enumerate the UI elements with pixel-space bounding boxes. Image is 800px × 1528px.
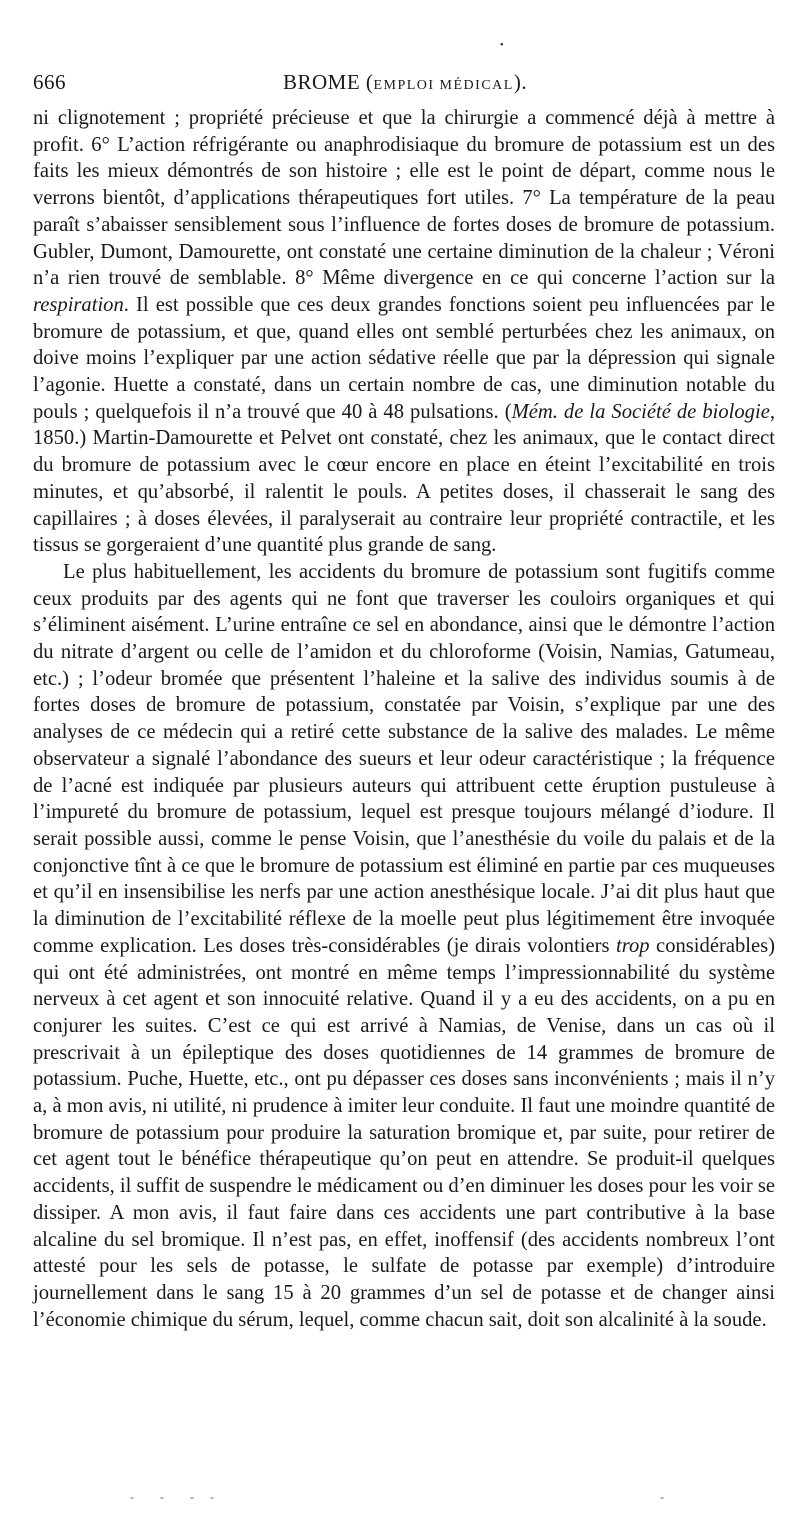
print-mark: - [130, 1490, 134, 1504]
italic-text: Mém. de la Société de biologie [511, 400, 770, 423]
italic-text: respiration [33, 293, 124, 316]
print-speck: • [500, 40, 504, 51]
text-run: Le plus habituellement, les accidents du bromure de potassium sont fugitifs comme ceux produits par des agents qui ne font que traverser les couloirs organiques et qui s’éliminent aisément. L’urine entraîne ce sel en abondance, ainsi que le démontre l’action du nitrate d’argent ou celle de l’amidon et du chloroforme (Voisin, Namias, Gatumeau, etc.) ; l’odeur bromée que présentent l’haleine et la salive des individus soumis à de fortes doses de bromure de potassium, constatée par Voisin, s’explique par une des analyses de ce médecin qui a retiré cette substance de la salive des malades. Le même observateur a signalé l’abondance des sueurs et leur odeur caractéristique ; la fréquence de l’acné est indiquée par plusieurs auteurs qui attribuent cette éruption pustuleuse à l’impureté du bromure de potassium, lequel est presque toujours mélangé d’iodure. Il serait possible aussi, comme le pense Voisin, que l’anesthésie du voile du palais et de la conjonctive tînt à ce que le bromure de potassium est éliminé en partie par ces muqueuses et qu’il en insensibilise les nerfs par une action anesthésique locale. J’ai dit plus haut que la diminution de l’excitabilité réflexe de la moelle peut plus légitimement être invoquée comme explication. Les doses très-considérables (je dirais volontiers [33, 560, 775, 957]
print-mark: - [660, 1490, 664, 1504]
print-mark: - [210, 1490, 214, 1504]
paragraph [33, 105, 775, 559]
text-run: . Il est possible que ces deux grandes fonctions soient peu influencées par le bromure de potassium, et que, quand elles ont semblé perturbées chez les animaux, on doive moins l’expliquer par une action sédative réelle que par la dépression qui signale l’agonie. Huette a constaté, dans un certain nombre de cas, une diminution notable du pouls ; quelquefois il n’a trouvé que 40 à 48 pulsations. ( [33, 293, 775, 423]
text-run: ni clignotement ; propriété précieuse et que la chirurgie a commencé déjà à mettre à profit. 6° L’action réfrigérante ou anaphrodisiaque du bromure de potassium est un des faits les mieux démontrés de son histoire ; elle est le point de départ, comme nous le verrons bientôt, d’applications thérapeutiques fort utiles. 7° La température de la peau paraît s’abaisser sensiblement sous l’influence de fortes doses de bromure de potassium. Gubler, Dumont, Damourette, ont constaté une certaine diminution de la chaleur ; Véroni n’a rien trouvé de semblable. 8° Même divergence en ce qui concerne l’action sur la [33, 107, 775, 290]
running-header [33, 70, 773, 100]
body-text [33, 105, 775, 1333]
print-mark: - [190, 1490, 194, 1504]
page-number: 666 [33, 70, 66, 94]
italic-text: trop [616, 934, 650, 957]
paragraph [33, 559, 775, 1333]
running-title [283, 70, 527, 95]
text-run: , 1850.) Martin-Damourette et Pelvet ont constaté, chez les animaux, que le contact direct du bromure de potassium avec le cœur encore en place en éteint l’excitabilité en trois minutes, et qu’absorbé, il ralentit le pouls. A petites doses, il chasserait le sang des capillaires ; à doses élevées, il paralyserait au contraire leur propriété contractile, et les tissus se gorgeraient d’une quantité plus grande de sang. [33, 400, 775, 557]
footer-print-marks [0, 1490, 800, 1510]
running-title-main: BROME ( [283, 70, 374, 94]
text-run: considérables) qui ont été administrées, ont montré en même temps l’impressionnabilité du système nerveux à cet agent et son innocuité relative. Quand il y a eu des accidents, on a pu en conjurer les suites. C’est ce qui est arrivé à Namias, de Venise, dans un cas où il prescrivait à un épileptique des doses quotidiennes de 14 grammes de bromure de potassium. Puche, Huette, etc., ont pu dépasser ces doses sans inconvénients ; mais il n’y a, à mon avis, ni utilité, ni prudence à imiter leur conduite. Il faut une moindre quantité de bromure de potassium pour produire la saturation bromique et, par suite, pour retirer de cet agent tout le bénéfice thérapeutique qu’on peut en attendre. Se produit-il quelques accidents, il suffit de suspendre le médicament ou d’en diminuer les doses pour les voir se dissiper. A mon avis, il faut faire dans ces accidents une part contributive à la base alcaline du sel bromique. Il n’est pas, en effet, inoffensif (des accidents nombreux l’ont attesté pour les sels de potasse, le sulfate de potasse par exemple) d’introduire journellement dans le sang 15 à 20 grammes d’un sel de potasse et de changer ainsi l’économie chimique du sérum, lequel, comme chacun sait, doit son alcalinité à la soude. [33, 934, 775, 1331]
running-title-end: ). [513, 70, 528, 94]
print-mark: - [160, 1490, 164, 1504]
running-title-subtitle: EMPLOI MÉDICAL [373, 78, 514, 93]
